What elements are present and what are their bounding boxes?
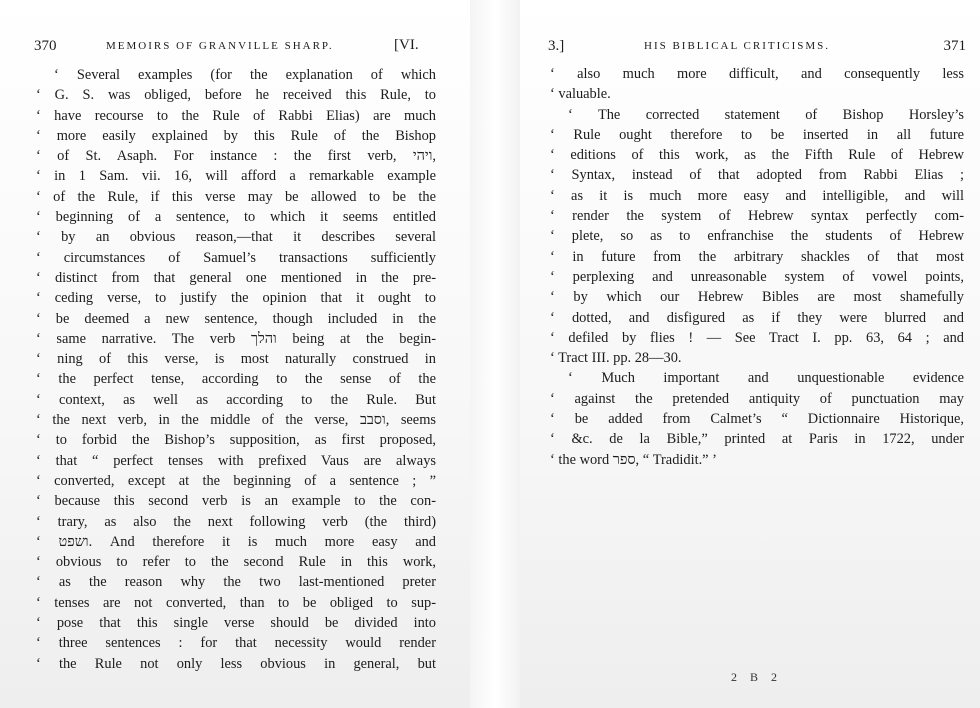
text-line: ‘ by which our Hebrew Bibles are most shamefully (550, 289, 964, 306)
text-line: ‘ be deemed a new sentence, though included in the (36, 310, 436, 327)
right-page-text (550, 64, 964, 470)
text-line: ‘ ning of this verse, is most naturally construed in (36, 351, 436, 368)
text-line: ‘ render the system of Hebrew syntax perfectly com- (550, 208, 964, 225)
text-line: ‘ Tract III. pp. 28—30. (550, 350, 682, 367)
text-line: ‘ tenses are not converted, than to be obliged to sup- (36, 594, 436, 611)
left-page-number: 370 (34, 38, 57, 54)
text-line: ‘ more easily explained by this Rule of the Bishop (36, 127, 436, 144)
text-line: ‘ obvious to refer to the second Rule in this work, (36, 554, 436, 571)
left-page (0, 0, 470, 708)
text-line: ‘ be added from Calmet’s “ Dictionnaire Historique, (550, 411, 964, 428)
text-line: ‘ valuable. (550, 86, 611, 103)
text-line: ‘ that “ perfect tenses with prefixed Vaus are always (36, 452, 436, 469)
text-line: ‘ because this second verb is an example to the con- (36, 493, 436, 510)
text-line: ‘ defiled by flies ! — See Tract I. pp. 63, 64 ; and (550, 329, 964, 346)
text-line: ‘ The corrected statement of Bishop Horsley’s (568, 106, 964, 123)
text-line: ‘ &c. de la Bible,” printed at Paris in 1722, under (550, 431, 964, 448)
left-page-text (36, 65, 436, 674)
text-line: ‘ Much important and unquestionable evidence (568, 370, 964, 387)
text-line: ‘ dotted, and disfigured as if they were blurred and (550, 309, 964, 326)
text-line: ‘ Rule ought therefore to be inserted in all future (550, 126, 964, 143)
text-line: ‘ in 1 Sam. vii. 16, will afford a remarkable example (36, 168, 436, 185)
text-line: ‘ three sentences : for that necessity would render (36, 635, 436, 652)
text-line: ‘ editions of this work, as the Fifth Rule of Hebrew (550, 147, 964, 164)
book-gutter (470, 0, 520, 708)
right-running-header (546, 38, 966, 58)
text-line: ‘ the next verb, in the middle of the verse, וסבב, seems (36, 412, 436, 429)
left-running-title: MEMOIRS OF GRANVILLE SHARP. (106, 40, 334, 52)
text-line: ‘ as the reason why the two last-mentioned preter (36, 574, 436, 591)
text-line: ‘ as it is much more easy and intelligible, and will (550, 187, 964, 204)
text-line: ‘ Several examples (for the explanation of which (54, 67, 436, 83)
text-line: ‘ same narrative. The verb והלך being at the begin- (36, 330, 437, 347)
text-line: ‘ the perfect tense, according to the sense of the (36, 371, 436, 388)
signature-mark: 2 B 2 (731, 670, 783, 684)
text-line: ‘ beginning of a sentence, to which it seems entitled (36, 209, 436, 226)
text-line: ‘ context, as well as according to the Rule. But (36, 391, 436, 408)
text-line: ‘ G. S. was obliged, before he received this Rule, to (36, 87, 436, 104)
text-line: ‘ ceding verse, to justify the opinion that it ought to (36, 290, 436, 307)
right-page (520, 0, 980, 708)
text-line: ‘ of the Rule, if this verse may be allowed to be the (36, 188, 436, 205)
left-running-header (34, 38, 436, 58)
text-line: ‘ against the pretended antiquity of punctuation may (550, 390, 964, 407)
right-page-number: 371 (943, 38, 966, 54)
text-line: ‘ by an obvious reason,—that it describes several (36, 229, 436, 246)
text-line: ‘ also much more difficult, and consequently less (550, 66, 964, 82)
text-line: ‘ to forbid the Bishop’s supposition, as first proposed, (36, 432, 436, 449)
text-line: ‘ in future from the arbitrary shackles of that most (550, 248, 964, 265)
text-line: ‘ plete, so as to enfranchise the students of Hebrew (550, 228, 964, 245)
text-line: ‘ trary, as also the next following verb (the third) (36, 513, 436, 530)
text-line: ‘ Syntax, instead of that adopted from Rabbi Elias ; (550, 167, 964, 184)
text-line: ‘ distinct from that general one mentioned in the pre- (36, 269, 436, 286)
text-line: ‘ converted, except at the beginning of a sentence ; ” (36, 472, 436, 489)
text-line: ‘ ושפט. And therefore it is much more easy and (36, 533, 437, 550)
text-line: ‘ perplexing and unreasonable system of vowel points, (550, 268, 964, 285)
text-line: ‘ of St. Asaph. For instance : the first verb, ויהי, (36, 148, 436, 165)
text-line: ‘ the Rule not only less obvious in general, but (36, 655, 436, 672)
text-line: ‘ have recourse to the Rule of Rabbi Elias) are much (36, 107, 436, 124)
text-line: ‘ pose that this single verse should be divided into (36, 615, 436, 632)
left-section-mark: [VI. (394, 37, 419, 53)
text-line: ‘ the word ספר, “ Tradidit.” ’ (550, 451, 717, 468)
text-line: ‘ circumstances of Samuel’s transactions sufficiently (36, 249, 436, 266)
right-section-mark: 3.] (548, 38, 565, 54)
right-running-title: HIS BIBLICAL CRITICISMS. (644, 40, 831, 52)
